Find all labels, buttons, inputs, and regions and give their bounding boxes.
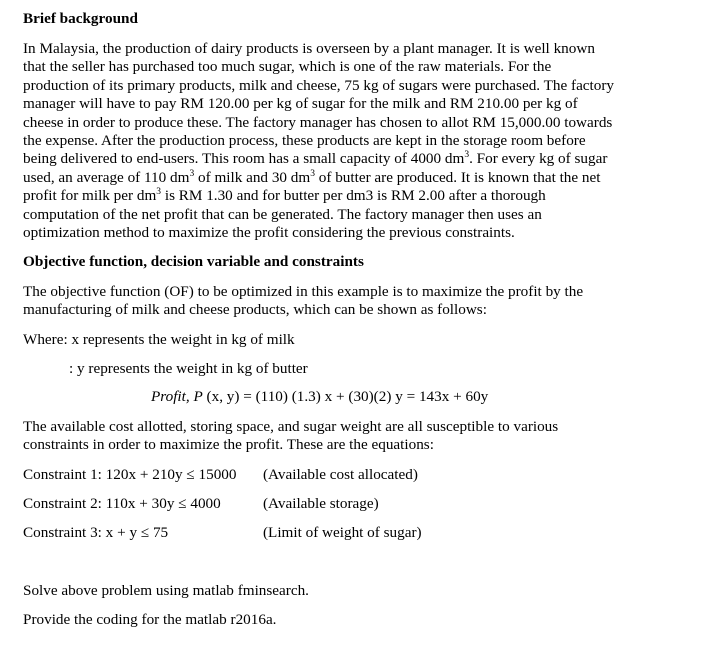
constraint-1-note: (Available cost allocated) [263,466,418,483]
profit-label: Profit, P [151,388,203,405]
p1-text: being delivered to end-users. This room has a small capacity of 4000 dm [23,150,465,168]
p1-line [23,169,601,187]
p1-text: profit for milk per dm [23,187,157,205]
superscript: 3 [156,187,162,198]
p1-text: used, an average of 110 dm [23,168,190,186]
superscript: 3 [189,168,195,179]
p3-line: constraints in order to maximize the profit. These are the equations: [23,436,434,454]
profit-expression: (x, y) = (110) (1.3) x + (30)(2) y = 143x + 60y [202,388,489,405]
heading-brief-background: Brief background [23,10,138,27]
superscript: 3 [310,168,315,179]
constraint-2-note: (Available storage) [263,495,379,512]
task-coding: Provide the coding for the matlab r2016a. [23,611,277,628]
constraint-3: Constraint 3: x + y ≤ 75 [23,524,169,541]
heading-objective-function: Objective function, decision variable and constraints [23,253,364,270]
p2-line: The objective function (OF) to be optimized in this example is to maximize the profit by the [23,283,584,300]
p3-line: The available cost allotted, storing space, and sugar weight are all susceptible to various [23,418,559,435]
task-solve: Solve above problem using matlab fminsearch. [23,582,309,599]
p1-line: production of its primary products, milk and cheese, 75 kg of sugars were purchased. The factory [23,76,615,94]
p1-text: . For every kg of sugar [469,150,608,168]
p1-line: optimization method to maximize the profit considering the previous constraints. [23,224,515,241]
superscript: 3 [464,150,470,161]
where-y: : y represents the weight in kg of butter [69,360,308,377]
constraint-3-note: (Limit of weight of sugar) [263,524,422,541]
p1-line: computation of the net profit that can be generated. The factory manager then uses an [23,205,542,223]
p1-line: the expense. After the production process, these products are kept in the storage room before [23,132,586,149]
where-x: Where: x represents the weight in kg of milk [23,331,295,348]
p1-text: is RM 1.30 and for butter per dm3 is RM 2.00 after a thorough [161,187,546,205]
p1-text: of milk and 30 dm [194,168,311,186]
p2-line: manufacturing of milk and cheese products, which can be shown as follows: [23,301,487,319]
p1-line: that the seller has purchased too much sugar, which is one of the raw materials. For the [23,58,552,76]
constraint-2: Constraint 2: 110x + 30y ≤ 4000 [23,495,221,512]
p1-line: cheese in order to produce these. The factory manager has chosen to allot RM 15,000.00 towards [23,113,613,131]
constraint-1: Constraint 1: 120x + 210y ≤ 15000 [23,466,237,483]
p1-line: manager will have to pay RM 120.00 per kg of sugar for the milk and RM 210.00 per kg of [23,95,578,113]
p1-line [23,150,607,168]
profit-equation [151,388,488,406]
p1-text: of butter are produced. It is known that the net [314,168,601,186]
p1-line [23,187,546,205]
p1-line: In Malaysia, the production of dairy products is overseen by a plant manager. It is well known [23,40,595,57]
